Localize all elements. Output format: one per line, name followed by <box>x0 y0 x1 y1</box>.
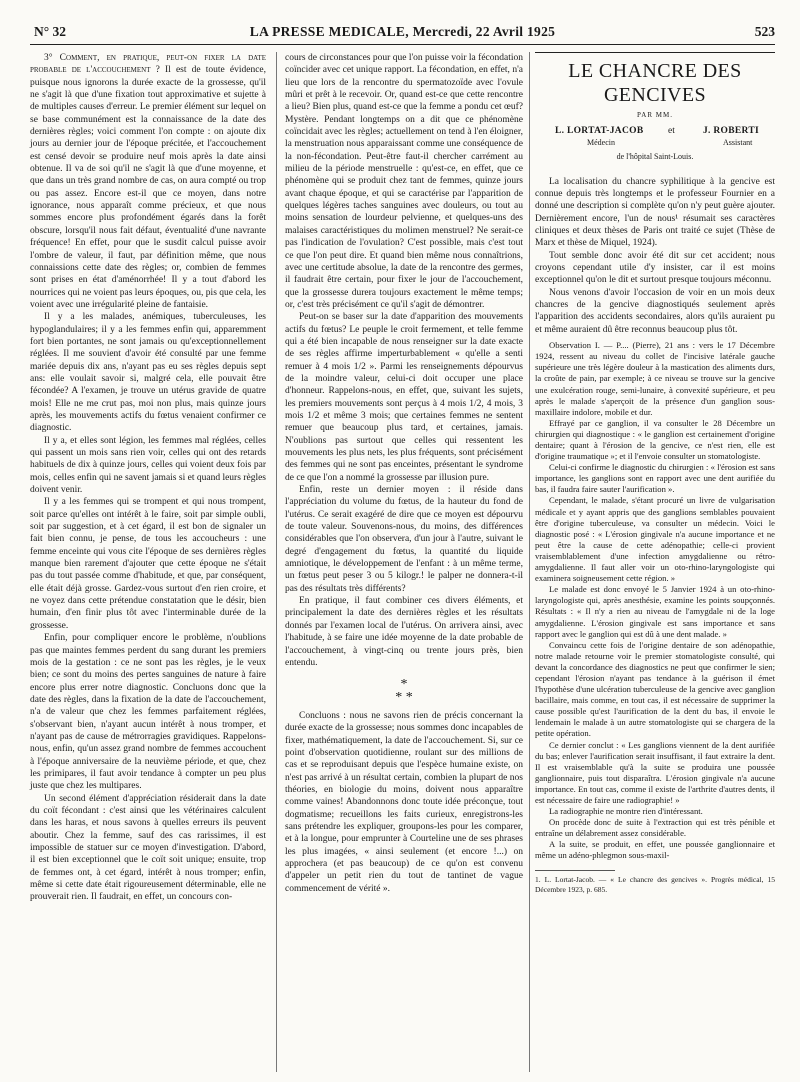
author-name: J. ROBERTI <box>703 126 759 137</box>
article-title: LE CHANCRE DES GENCIVES <box>568 60 742 106</box>
title-rule <box>535 52 775 53</box>
paragraph: cours de circonstances pour que l'on puisse voir la fécondation coïncider avec cet unique rapport. La fécondation, en effet, n'a lieu que lors de la rencontre du spermatozoïde avec l'ovule mûri et prêt à le recevoir. Or, quand est-ce que cette rencontre a lieu? Bien plus, quand est-ce que la femme a pondu cet œuf? Mystère. Pendant longtemps on a dit que ce phénomène coïncidait avec les règles; actuellement on tend à l'en éloigner, la menstruation nous apparaissant comme une conséquence de la non-fécondation. Peut-être faut-il chercher carrément au milieu de la période menstruelle : qu'est-ce, en effet, que ce phénomène qui se produit chez tant de femmes, quinze jours avant chaque époque, et qui se caractérise par l'apparition de quelques légères taches sanguines avec douleurs, ou tout au moins sensation de lourdeur pelvienne, et quelques-uns des malaises caractéristiques du molimen menstruel? Ne serait-ce pas l'indication de l'ovulation? C'est possible, mais c'est tout ce que l'on peut dire. Et quand bien même nous connaîtrions, avec une certitude absolue, la date de la rencontre des germes, il faudrait être certain, pour fixer le jour de l'accouchement, que la grossesse durera toujours exactement le même temps; or, c'est très précisément ce qu'il s'agit de démontrer. <box>285 53 523 310</box>
authors <box>535 125 775 153</box>
section-divider-asterisks: * * * <box>395 677 413 705</box>
paragraph: Cependant, le malade, s'étant procuré un livre de vulgarisation médicale et y ayant appris que des ganglions semblables pouvaient être d'origine tuberculeuse, va consulter un médecin. Voici le diagnostic posé : « L'érosion gingivale n'a aucune importance et ne peut être la cause de cette adénopathie; celle-ci provient vraisemblablement d'une infection amygdalienne ou rétro-amygdalienne. Il faut aller voir un oto-rhino-laryngologiste qui examinera soigneusement cette région. » <box>535 495 775 584</box>
paragraph: Il y a les malades, anémiques, tuberculeuses, les hypoglandulaires; il y a les femmes enfin qui, apparemment fort bien portantes, ne sont jamais ou qu'exceptionnellement réglées. Il me souvient d'avoir été consulté par une femme mariée depuis dix ans, n'ayant pas eu ses règles depuis sept ans: elle voulait savoir si, malgré cela, elle pouvait être fécondée? A l'examen, je trouve un utérus gravide de quatre mois! Elle ne me crut pas, moi non plus, mais quinze jours après, les mouvements actifs du fœtus venaient confirmer ce diagnostic. <box>30 312 266 434</box>
paragraph: On procède donc de suite à l'extraction qui est très pénible et entraîne un délabrement assez considérable. <box>535 817 775 839</box>
header-rule <box>30 44 775 45</box>
paragraph: A la suite, se produit, en effet, une poussée ganglionnaire et même un adéno-phlegmon sous-maxil- <box>535 839 775 861</box>
paragraph: La radiographie ne montre rien d'intéressant. <box>549 806 703 817</box>
observation-block <box>535 340 775 861</box>
paragraph: En pratique, il faut combiner ces divers éléments, et principalement la date des dernières règles et les résultats donnés par l'examen local de l'utérus. On arrivera ainsi, avec l'habitude, à se faire une idée moyenne de la date probable de l'accouchement, à vingt-cinq ou trente jours près, bien entendu. <box>285 596 523 668</box>
column-separator <box>276 52 277 1072</box>
paragraph: Nous venons d'avoir l'occasion de voir en un mois deux chancres de la gencive diagnostiqués seulement après l'apparition des accidents secondaires, alors qu'ils auraient pu et même auraient dû être reconnus beaucoup plus tôt. <box>535 287 775 335</box>
paragraph: Convaincu cette fois de l'origine dentaire de son adénopathie, notre malade retourne voir le premier stomatologiste consulté, qui devant la concordance des diagnostics ne peut que confirmer le sien; cependant l'érosion n'ayant pas tendance à la guérison il émet l'hypothèse d'une ulcération tuberculeuse de la gencive avec ganglion bacillaire, mais comme, en tout cas, il est nécessaire de supprimer la cause possible qu'est l'aurification de la dent du bas, il envoie le lendemain le malade à un autre stomatologiste qui se chargera de la petite opération. <box>535 639 775 739</box>
footnote-rule <box>535 870 615 871</box>
issue-number: N° 32 <box>34 24 67 39</box>
footnote: 1. L. Lortat-Jacob. — « Le chancre des gencives ». Progrès médical, 15 Décembre 1923, p. 685. <box>535 874 775 894</box>
paragraph: Le malade est donc envoyé le 5 Janvier 1924 à un oto-rhino-laryngologiste qui, après anesthésie, examine les points soupçonnés. Résultats : « Il n'y a rien au niveau de l'amygdale ni de la loge amygdalienne. L'érosion gingivale est sans importance et sans rapport avec le ganglion qui est dû à une dent malade. » <box>535 584 775 639</box>
paragraph: Peut-on se baser sur la date d'apparition des mouvements actifs du fœtus? Le peuple le croit fermement, et telle femme qui a été bien incapable de nous renseigner sur la date exacte de ses règles affirme imperturbablement « qu'elle a senti remuer à 4 mois 1/2 ». Parmi les renseignements dépourvus de la moindre valeur, celui-ci doit occuper une place d'honneur. Rappelons-nous, en effet, que, suivant les sujets, les premiers mouvements sont perçus à 4 mois 1/2, 4 mois, 3 mois 1/2 et même 3 mois; que certaines femmes ne sentent remuer que beaucoup plus tard, et certaines, jamais. N'oublions pas surtout que celles qui ressentent les mouvements les plus nets, les plus fréquents, sont précisément des femmes qui ne sont pas enceintes, présentant le syndrome de ce que l'on a nommé la grossesse par illusion pure. <box>285 312 523 483</box>
paragraph: Il y a, et elles sont légion, les femmes mal réglées, celles qui passent un mois sans rien voir, celles qui ont des retards habituels de dix à quinze jours, celles qui voient deux fois par mois, celles enfin qui ne savent jamais si et quand leurs règles doivent venir. <box>30 435 266 496</box>
author-conjunction: et <box>668 126 675 137</box>
paragraph: Un second élément d'appréciation résiderait dans la date du coït fécondant : c'est ainsi que les vétérinaires calculent dans les haras, et nous savons à quelles erreurs ils peuvent aboutir. Chez la femme, sauf des cas rarissimes, il est impossible de statuer sur ce moyen d'investigation. D'abord, il est bien exceptionnel que le coït soit unique; ensuite, trop de femmes ont, à cet égard, intérêt à nous tromper; enfin, même si cette date était rigoureusement déterminable, elle ne prouverait rien. Il faudrait, en effet, un concours con- <box>30 793 266 903</box>
column-2 <box>285 52 523 895</box>
paragraph: Enfin, pour compliquer encore le problème, n'oublions pas que maintes femmes perdent du sang durant les premiers mois de la gestation : ce ne sont pas les règles, je le veux bien; ce sont du moins des pertes sanguines de nature à faire encore plus errer notre diagnostic. Concluons donc que la date des règles, dans la fixation de la date de l'accouchement, n'a de valeur que chez les femmes parfaitement réglées, s'observant bien, n'ayant aucun intérêt à nous tromper, et n'ayant pas de cause de métrorragies gravidiques. Rappelons-nous, enfin, qu'un assez grand nombre de femmes accouchent à l'époque anniversaire de la neuvième période, et que, chez les primipares, il faut avoir tendance à compter un peu plus juste que chez les multipares. <box>30 633 266 792</box>
paragraph <box>30 52 266 311</box>
newspaper-page <box>30 0 775 1082</box>
author-name: L. LORTAT-JACOB <box>555 126 644 137</box>
section-lead: 3° Comment, en pratique, peut-on fixer la date probable de l'accouchement ? <box>30 53 266 76</box>
paragraph: Enfin, reste un dernier moyen : il réside dans l'appréciation du volume du fœtus, de la hauteur du fond de l'utérus. Ce serait exagéré de dire que ce moyen est dépourvu de toute valeur. Souvenons-nous, du moins, des différences considérables que l'on observera, d'un jour à l'autre, suivant le degré d'engagement du fœtus, la quantité du liquide amniotique, le développement de l'enfant : à un même terme, un fœtus peut peser 3 ou 5 kilogr.! le palper ne donnera-t-il pas des résultats très différents? <box>285 485 523 594</box>
paragraph-text: Il est de toute évidence, puisque nous ignorons la durée exacte de la grossesse, qu'il ne s'agit là que d'une fixation tout approximative et sujette à de multiples causes d'erreur. Le premier élément sur lequel on se base communément est la connaissance de la date des dernières règles; voici comment l'on compte : on ajoute dix jours au dernier jour de l'époque précitée, et l'accouchement est censé devoir se produire neuf mois après la date ainsi obtenue. Il va de soi qu'il ne s'agit là que d'une moyenne, et que dans un très grand nombre de cas, on aura compté ou trop ou pas assez. Encore est-il que ce moyen, dans notre ignorance, nous apparaît comme précieux, et que nous sommes encore plus profondément égarés dans la forêt obscure, lorsqu'il nous fait défaut, éventualité d'une navrante fréquence! En effet, pour que le susdit calcul puisse avoir l'ombre de valeur, il faut, par définition même, que nous connaissions cette date des règles; or, combien de femmes sont prises en état d'aménorrhée! Il y a tout d'abord les nourrices qui ne voient pas leurs époques, ou, pis que cela, les voient avec une irrégularité pleine de fantaisie. <box>30 65 267 310</box>
paragraph: Concluons : nous ne savons rien de précis concernant la durée exacte de la grossesse; nous sommes donc incapables de fixer, mathématiquement, la date de l'accouchement. Si, sur ce point d'observation quotidienne, roulant sur des millions de cas et se reproduisant depuis que l'espèce humaine existe, on n'est pas arrivé à un résultat certain, combien la plupart de nos théories, en biologie du moins, doivent nous apparaître comme vaines! Abandonnons donc toute idée préconçue, tout dogmatisme; recueillons les faits curieux, enregistrons-les sans prétendre les expliquer, groupons-les pour les comparer, et à la longue, pour emprunter à Courteline une de ses phrases les plus imagées, « ainsi seulement (et encore !...) on approchera (et pas beaucoup) de ce qu'on est convenu d'appeler un petit rien du tout de tantinet de vague commencement de vérité ». <box>285 710 523 894</box>
paragraph: Il y a les femmes qui se trompent et qui nous trompent, soit parce qu'elles ont intérêt à le faire, soit par simple oubli, soit par suggestion, et à cet égard, il est bon de signaler un fait bien connu, je pense, de tous les accoucheurs : une femme enceinte qui vous cite l'époque de ses dernières règles manque bien rarement d'ajouter que cette époque ne s'était pas du tout passée comme d'habitude, et que, par conséquent, elle était déjà grosse. Gardez-vous surtout d'en rien croire, et ne voyez dans cette prétendue constatation que le désir, bien humain, d'en finir plus tôt avec l'interminable durée de la grossesse. <box>30 497 266 631</box>
paragraph: Ce dernier conclut : « Les ganglions viennent de la dent aurifiée du bas; enlever l'aurification serait insuffisant, il faut extraire la dent. Il est vraisemblable qu'à la suite se produira une poussée ganglionnaire, puis tout disparaîtra. L'érosion gingivale n'a aucune importance. En tout cas, comme il existe de l'arthrite d'autres dents, il est nécessaire de faire une radiographie! » <box>535 739 775 805</box>
author-role: Assistant <box>723 138 753 148</box>
paragraph: La localisation du chancre syphilitique à la gencive est connue depuis très longtemps et le professeur Fournier en a donné une description si complète qu'on n'y peut guère ajouter. Dernièrement encore, l'un de nous¹ résumait ses caractères cliniques et deux thèses de Paris ont traité ce sujet (Thèse de Marx et thèse de Miquel, 1924). <box>535 176 775 249</box>
paragraph: Celui-ci confirme le diagnostic du chirurgien : « l'érosion est sans importance, les ganglions sont en rapport avec une dent aurifiée du bas, il faudra faire sauter l'aurification ». <box>535 462 775 495</box>
column-1 <box>30 52 266 904</box>
paragraph: Observation I. — P.... (Pierre), 21 ans : vers le 17 Décembre 1924, ressent au niveau du collet de l'incisive latérale gauche supérieure une très légère douleur à la mastication des aliments durs, la croûte de pain, par exemple; à ce niveau se trouve sur la gencive une exulcération rouge, semi-lunaire, à convexité supérieure, et peu après le malade s'aperçoit de la présence d'un ganglion sous-maxillaire indolore, mobile et dur. <box>535 340 775 417</box>
paragraph: Tout semble donc avoir été dit sur cet accident; nous croyons cependant utile d'y insister, car il est moins exceptionnel qu'on le dit et surtout presque toujours méconnu. <box>535 250 775 286</box>
column-3 <box>535 52 775 895</box>
page-number: 523 <box>754 24 775 39</box>
author-role: Médecin <box>587 138 615 148</box>
author-affiliation: de l'hôpital Saint-Louis. <box>616 152 694 162</box>
paragraph: Effrayé par ce ganglion, il va consulter le 28 Décembre un chirurgien qui diagnostique : « le ganglion est certainement d'origine dentaire; quant à l'érosion de la gencive, ce n'est rien, elle est d'origine traumatique »; et il l'envoie consulter un stomatologiste. <box>535 417 775 462</box>
byline-par: PAR MM. <box>637 111 673 119</box>
page-header <box>30 24 775 46</box>
journal-title: LA PRESSE MEDICALE, Mercredi, 22 Avril 1925 <box>249 24 556 39</box>
column-separator <box>529 52 530 1072</box>
